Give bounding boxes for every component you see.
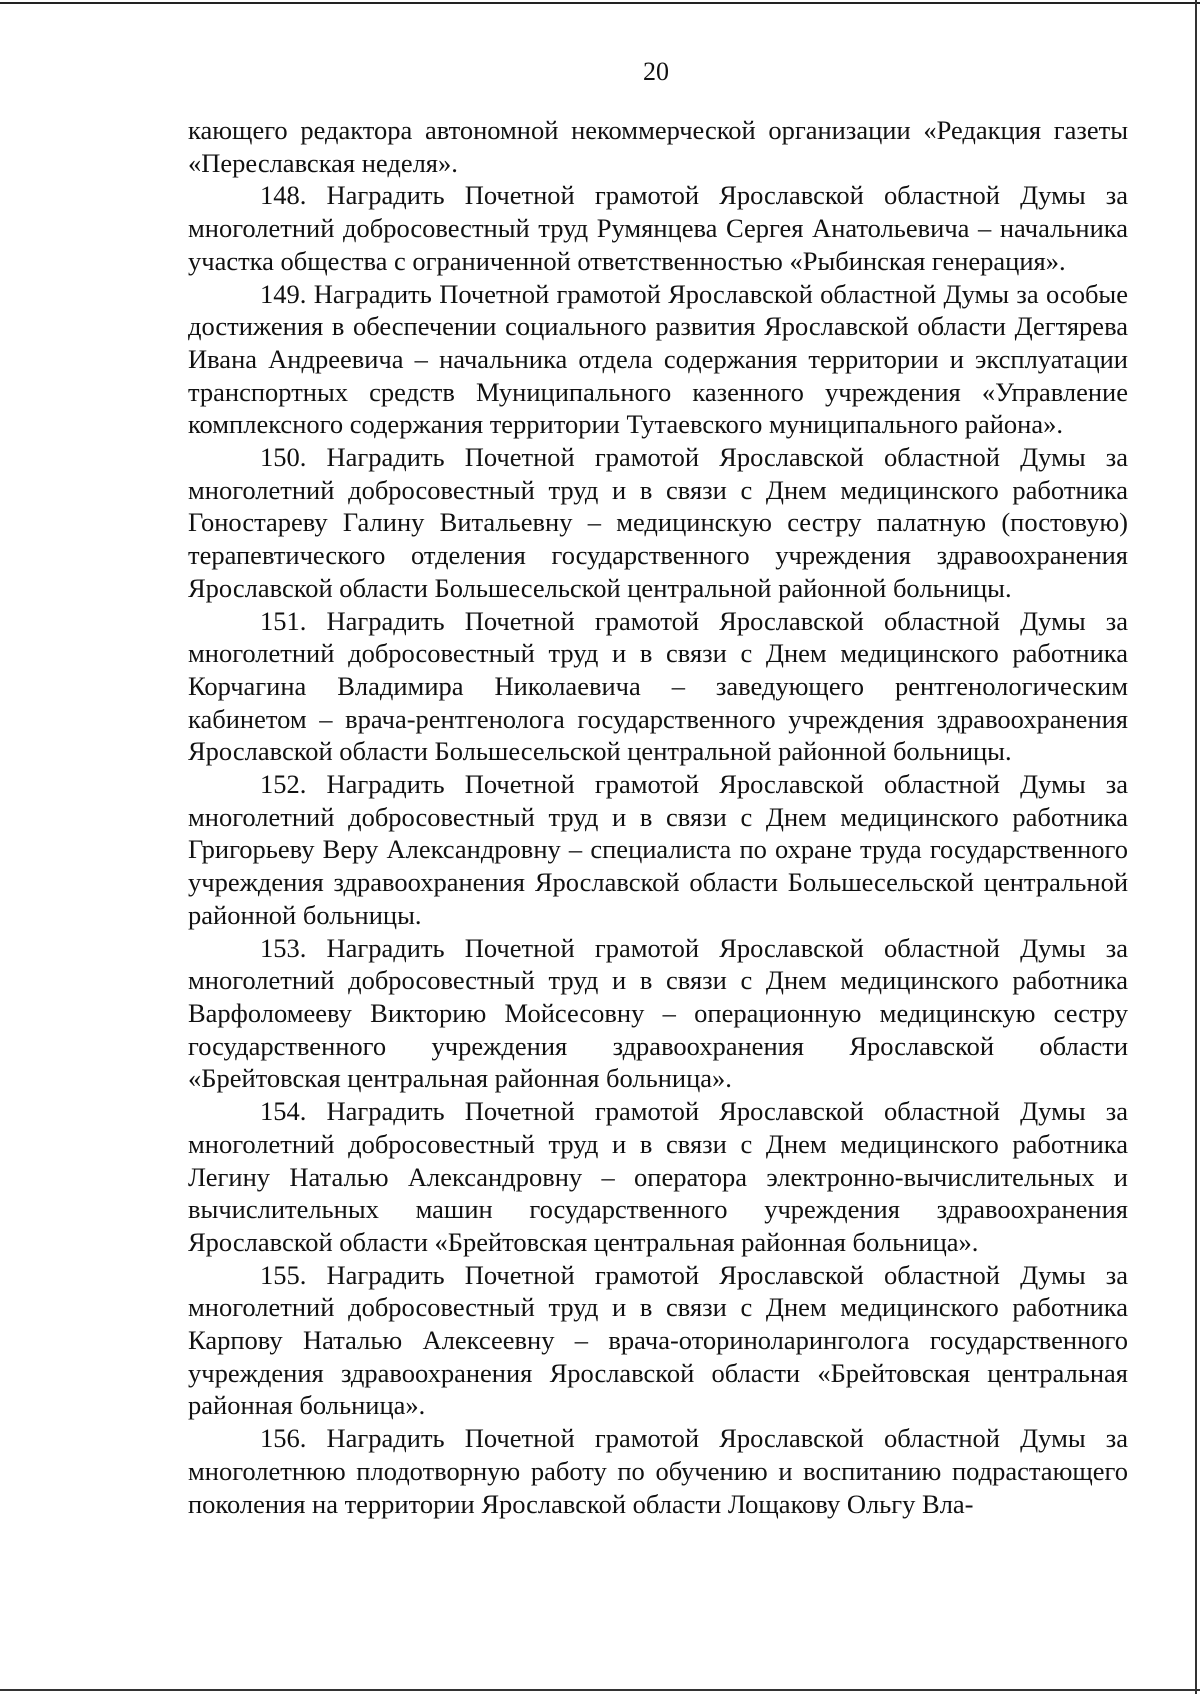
scan-border-right <box>1195 0 1197 1694</box>
paragraph-item-150: 150. Наградить Почетной грамотой Ярославской областной Думы за многолетний добросовестный труд и в связи с Днем медицинского работника Гоностареву Галину Витальевну – медицинскую сестру палатную (постовую) терапевтического отделения государственного учреждения здравоохранения Ярославской области Большесельской центральной районной больницы. <box>188 442 1128 603</box>
scan-border-top <box>0 2 1200 4</box>
paragraph-item-152: 152. Наградить Почетной грамотой Ярославской областной Думы за многолетний добросовестный труд и в связи с Днем медицинского работника Григорьеву Веру Александровну – специалиста по охране труда государственного учреждения здравоохранения Ярославской области Большесельской центральной районной больницы. <box>188 769 1128 930</box>
page-number: 20 <box>643 57 669 86</box>
paragraph-item-154: 154. Наградить Почетной грамотой Ярославской областной Думы за многолетний добросовестный труд и в связи с Днем медицинского работника Легину Наталью Александровну – оператора электронно-вычислительных и вычислительных машин государственного учреждения здравоохранения Ярославской области «Брейтовская центральная районная больница». <box>188 1096 1128 1257</box>
paragraph-item-148: 148. Наградить Почетной грамотой Ярославской областной Думы за многолетний добросовестный труд Румянцева Сергея Анатольевича – начальника участка общества с ограниченной ответственностью «Рыбинская генерация». <box>188 180 1128 276</box>
paragraph-item-153: 153. Наградить Почетной грамотой Ярославской областной Думы за многолетний добросовестный труд и в связи с Днем медицинского работника Варфоломееву Викторию Мойсесовну – операционную медицинскую сестру государственного учреждения здравоохранения Ярославской области «Брейтовская центральная районная больница». <box>188 932 1128 1094</box>
document-body <box>188 114 1128 1520</box>
paragraph-item-151: 151. Наградить Почетной грамотой Ярославской областной Думы за многолетний добросовестный труд и в связи с Днем медицинского работника Корчагина Владимира Николаевича – заведующего рентгенологическим кабинетом – врача-рентгенолога государственного учреждения здравоохранения Ярославской области Большесельской центральной районной больницы. <box>188 605 1128 767</box>
scan-border-bottom <box>0 1689 1200 1691</box>
paragraph-item-149: 149. Наградить Почетной грамотой Ярославской областной Думы за особые достижения в обеспечении социального развития Ярославской области Дегтярева Ивана Андреевича – начальника отдела содержания территории и эксплуатации транспортных средств Муниципального казенного учреждения «Управление комплексного содержания территории Тутаевского муниципального района». <box>188 278 1128 440</box>
paragraph-continuation: кающего редактора автономной некоммерческой организации «Редакция газеты «Переславская неделя». <box>188 115 1128 178</box>
paragraph-item-155: 155. Наградить Почетной грамотой Ярославской областной Думы за многолетний добросовестный труд и в связи с Днем медицинского работника Карпову Наталью Алексеевну – врача-оториноларинголога государственного учреждения здравоохранения Ярославской области «Брейтовская центральная районная больница». <box>188 1259 1128 1421</box>
paragraph-item-156: 156. Наградить Почетной грамотой Ярославской областной Думы за многолетнюю плодотворную работу по обучению и воспитанию подрастающего поколения на территории Ярославской области Лощакову Ольгу Вла- <box>188 1423 1128 1519</box>
